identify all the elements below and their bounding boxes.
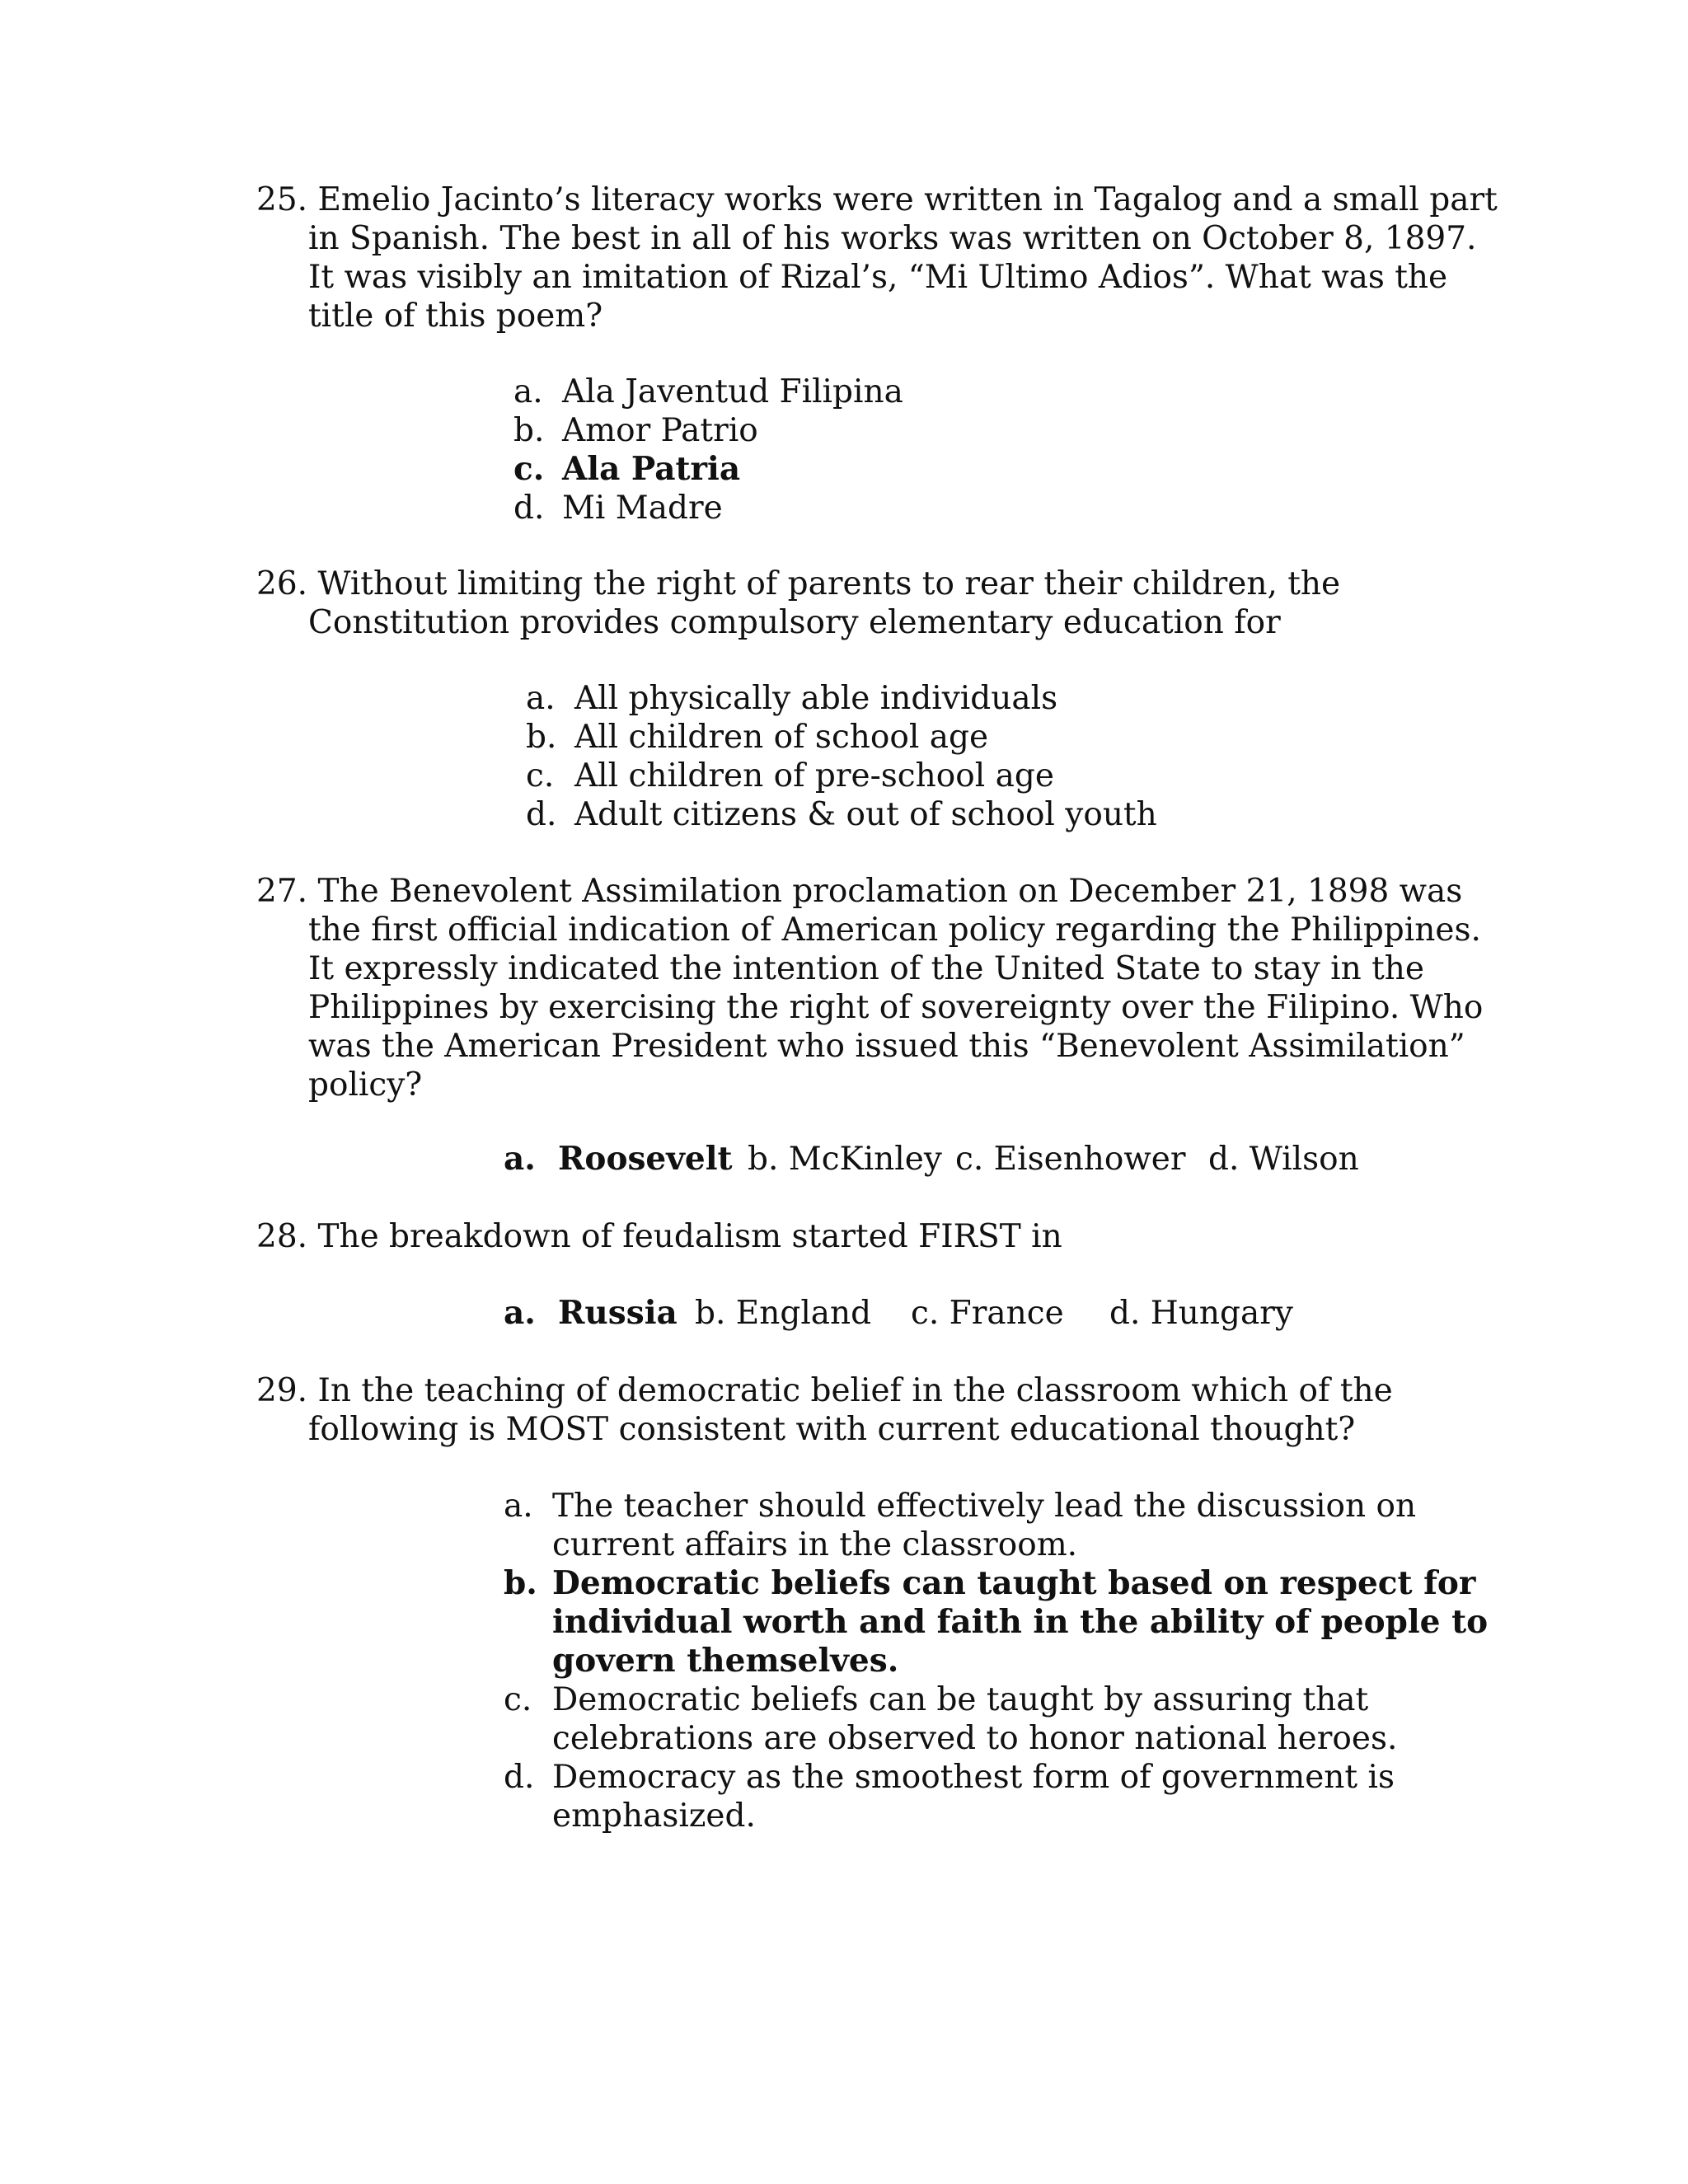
- question-29-options: [504, 1487, 1488, 1835]
- question-26-line-1: 26. Without limiting the right of parents to rear their children, the: [256, 565, 1341, 602]
- question-number: 25.: [256, 181, 308, 218]
- question-number: 28.: [256, 1218, 308, 1255]
- question-25-options: [513, 373, 903, 527]
- question-number: 27.: [256, 873, 308, 910]
- question-27-line-1: 27. The Benevolent Assimilation proclamation on December 21, 1898 was: [256, 873, 1463, 910]
- question-26-options: [526, 679, 1157, 834]
- option-d: d. Wilson: [1208, 1141, 1359, 1178]
- question-29-line-1: 29. In the teaching of democratic belief in the classroom which of the: [256, 1372, 1393, 1409]
- option-b: b. All children of school age: [526, 719, 989, 756]
- option-d: d. Hungary: [1109, 1295, 1293, 1332]
- option-b: b. England: [695, 1295, 872, 1332]
- option-b: b. Amor Patrio: [513, 412, 758, 449]
- question-25: [256, 180, 1498, 335]
- question-25-line-2: in Spanish. The best in all of his works was written on October 8, 1897.: [308, 220, 1477, 257]
- option-b-answer: b. Democratic beliefs can taught based on respect for individual worth and faith in the ability of people to govern themselves.: [504, 1564, 1489, 1680]
- option-d: d. Adult citizens & out of school youth: [526, 796, 1157, 833]
- question-27-line-4: Philippines by exercising the right of sovereignty over the Filipino. Who: [308, 989, 1484, 1026]
- question-25-line-3: It was visibly an imitation of Rizal’s, “Mi Ultimo Adios”. What was the: [308, 259, 1448, 296]
- option-d: d. Mi Madre: [513, 490, 723, 527]
- question-25-line-4: title of this poem?: [308, 298, 603, 335]
- question-number: 29.: [256, 1372, 308, 1409]
- question-26-line-2: Constitution provides compulsory elementary education for: [308, 604, 1281, 641]
- option-c: c. France: [911, 1295, 1064, 1332]
- question-25-line-1: 25. Emelio Jacinto’s literacy works were written in Tagalog and a small part: [256, 181, 1498, 218]
- question-28: [256, 1217, 1476, 1256]
- option-c: c. Democratic beliefs can be taught by assuring that celebrations are observed to honor national heroes.: [504, 1681, 1398, 1757]
- question-29: [256, 1371, 1476, 1449]
- question-number: 26.: [256, 565, 308, 602]
- option-d: d. Democracy as the smoothest form of government is emphasized.: [504, 1759, 1395, 1835]
- question-29-line-2: following is MOST consistent with current educational thought?: [308, 1411, 1356, 1448]
- option-c: c. Eisenhower: [955, 1141, 1186, 1178]
- option-a: a. Ala Javentud Filipina: [513, 373, 903, 410]
- question-27-line-5: was the American President who issued this “Benevolent Assimilation”: [308, 1028, 1465, 1065]
- question-27-line-2: the first official indication of American policy regarding the Philippines.: [308, 912, 1481, 949]
- option-c-answer: c. Ala Patria: [513, 450, 741, 488]
- option-b: b. McKinley: [748, 1141, 942, 1178]
- option-a: a. All physically able individuals: [526, 680, 1058, 717]
- question-27-line-6: policy?: [308, 1066, 423, 1104]
- question-27-line-3: It expressly indicated the intention of the United State to stay in the: [308, 950, 1424, 987]
- option-a: a. The teacher should effectively lead the discussion on current affairs in the classroom.: [504, 1488, 1417, 1563]
- option-c: c. All children of pre-school age: [526, 757, 1054, 794]
- question-27: [256, 872, 1484, 1104]
- question-28-line-1: 28. The breakdown of feudalism started FIRST in: [256, 1218, 1062, 1255]
- option-a-answer: a. Russia: [504, 1294, 678, 1332]
- option-a-answer: a. Roosevelt: [504, 1140, 733, 1178]
- question-26: [256, 565, 1476, 642]
